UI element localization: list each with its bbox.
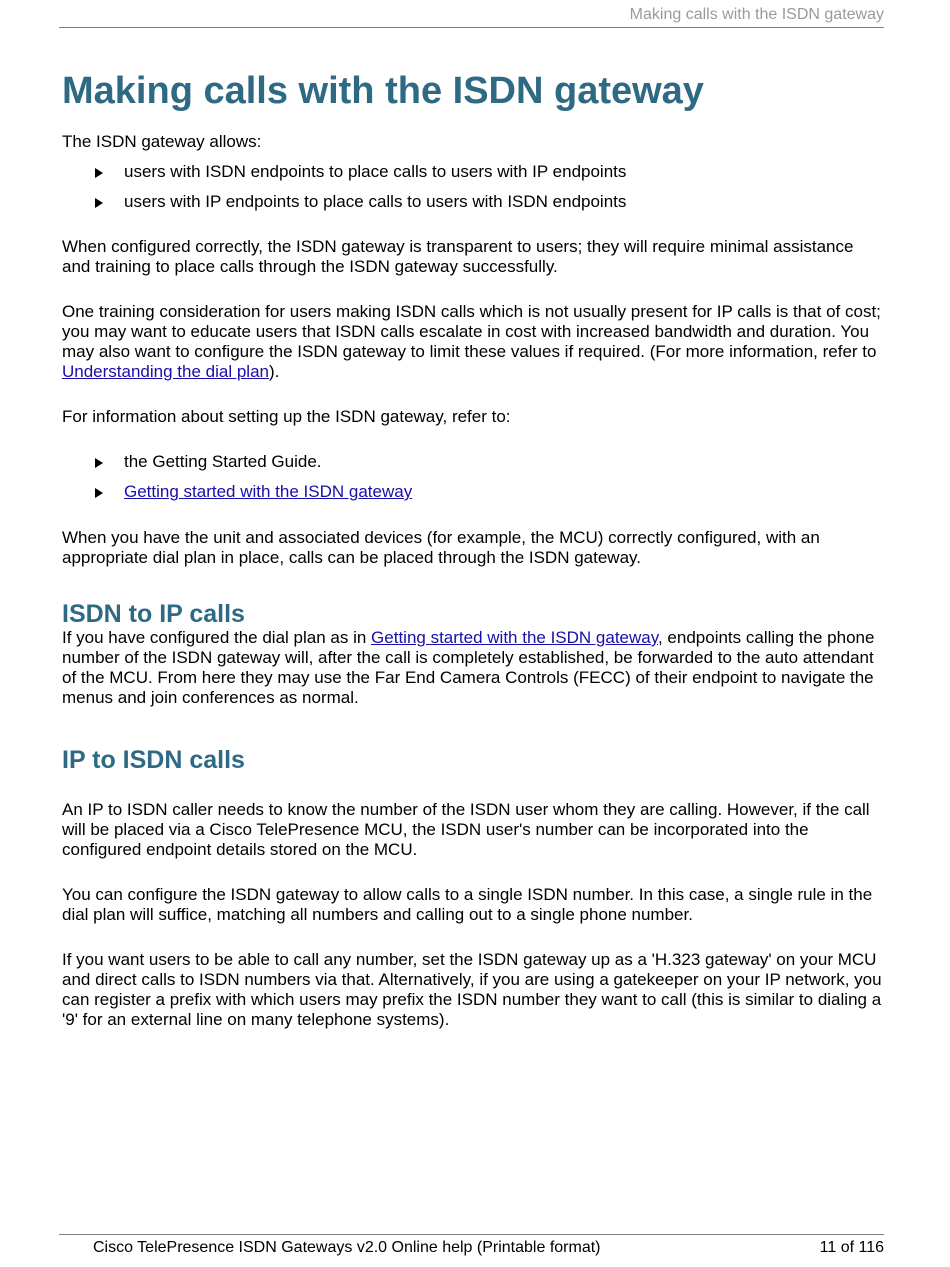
footer-page-number: 11 of 116 bbox=[819, 1239, 884, 1256]
intro-text: The ISDN gateway allows: bbox=[62, 132, 262, 151]
ip-to-isdn-paragraph-3: If you want users to be able to call any number, set the ISDN gateway up as a 'H.323 gateway' on your MCU and direct calls to ISDN numbers via that. Alternatively, if you are using a gatekeeper on your IP network, you can register a prefix with which users may prefix the ISDN number they want to call (this is similar to dialing a '9' for an external line on many telephone systems). bbox=[62, 950, 882, 1029]
isdn-to-ip-text-after: , endpoints calling the phone number of the ISDN gateway will, after the call is completely established, be forwarded to the auto attendant of the MCU. From here they may use the Far End Camera Controls (FECC) of their endpoint to navigate the menus and join conferences as normal. bbox=[62, 628, 875, 707]
triangle-bullet-icon bbox=[95, 168, 103, 178]
list-item-text: users with IP endpoints to place calls to users with ISDN endpoints bbox=[124, 192, 627, 211]
section-heading-ip-to-isdn: IP to ISDN calls bbox=[62, 746, 245, 774]
section-heading-isdn-to-ip: ISDN to IP calls bbox=[62, 600, 245, 628]
list-item-text: the Getting Started Guide. bbox=[124, 452, 322, 471]
ip-to-isdn-paragraph-2: You can configure the ISDN gateway to allow calls to a single ISDN number. In this case, a single rule in the dial plan will suffice, matching all numbers and calling out to a single phone number. bbox=[62, 885, 873, 924]
footer-divider bbox=[59, 1234, 884, 1235]
page-content bbox=[62, 68, 884, 1030]
list-item bbox=[62, 192, 884, 212]
cost-paragraph bbox=[62, 302, 884, 382]
list-item-text: users with ISDN endpoints to place calls to users with IP endpoints bbox=[124, 162, 627, 181]
triangle-bullet-icon bbox=[95, 198, 103, 208]
triangle-bullet-icon bbox=[95, 458, 103, 468]
page-title: Making calls with the ISDN gateway bbox=[62, 70, 704, 112]
running-header: Making calls with the ISDN gateway bbox=[59, 5, 884, 28]
triangle-bullet-icon bbox=[95, 488, 103, 498]
ip-to-isdn-paragraph-1: An IP to ISDN caller needs to know the number of the ISDN user whom they are calling. However, if the call will be placed via a Cisco TelePresence MCU, the ISDN user's number can be incorporated into the configured endpoint details stored on the MCU. bbox=[62, 800, 870, 859]
setup-list bbox=[62, 452, 884, 502]
footer-doc-title: Cisco TelePresence ISDN Gateways v2.0 Online help (Printable format) bbox=[93, 1239, 601, 1256]
dial-plan-link[interactable]: Understanding the dial plan bbox=[62, 362, 269, 381]
cost-text-before: One training consideration for users making ISDN calls which is not usually present for IP calls is that of cost; you may want to educate users that ISDN calls escalate in cost with increased bandwidth and duration. You may also want to configure the ISDN gateway to limit these values if required. (For more information, refer to bbox=[62, 302, 881, 361]
cost-text-after: ). bbox=[268, 362, 280, 381]
isdn-to-ip-text-before: If you have configured the dial plan as in bbox=[62, 628, 372, 647]
getting-started-link[interactable]: Getting started with the ISDN gateway bbox=[124, 482, 413, 501]
list-item bbox=[62, 162, 884, 182]
transparent-paragraph: When configured correctly, the ISDN gateway is transparent to users; they will require minimal assistance and training to place calls through the ISDN gateway successfully. bbox=[62, 237, 854, 276]
setup-intro-text: For information about setting up the ISDN gateway, refer to: bbox=[62, 407, 511, 426]
getting-started-link[interactable]: Getting started with the ISDN gateway bbox=[371, 628, 658, 647]
list-item bbox=[62, 452, 884, 472]
isdn-to-ip-paragraph bbox=[62, 628, 884, 708]
configured-paragraph: When you have the unit and associated devices (for example, the MCU) correctly configured, with an appropriate dial plan in place, calls can be placed through the ISDN gateway. bbox=[62, 528, 820, 567]
list-item bbox=[62, 482, 884, 502]
allows-list bbox=[62, 162, 884, 212]
